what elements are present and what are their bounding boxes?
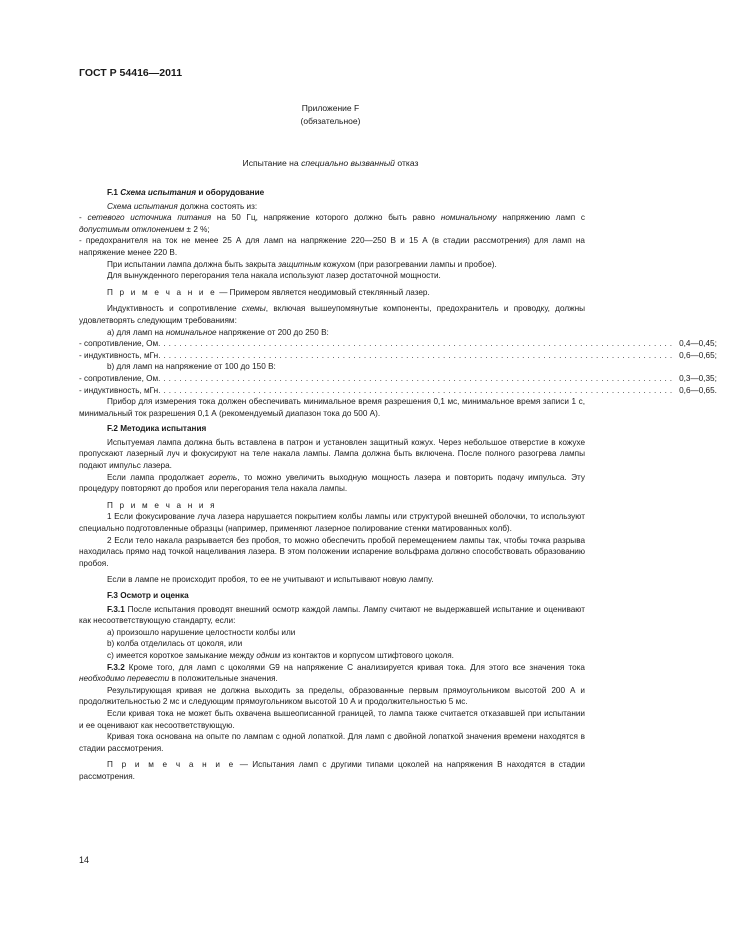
appendix-title: Приложение F (301, 103, 360, 113)
section-title: Испытание на специально вызванный отказ (242, 158, 419, 168)
section-f3-heading: F.3 Осмотр и оценка (107, 591, 189, 600)
paragraph: Если кривая тока не может быть охвачена вышеописанной границей, то лампа также считается отказавшей при испытании и ее оценивают как несоответствующую. (79, 708, 585, 730)
paragraph: Индуктивность и сопротивление схемы, включая вышеупомянутые компоненты, предохранитель и проводку, должны удовлетворять следующим требованиям: (79, 304, 585, 325)
paragraph: Кривая тока основана на опыте по лампам с одной лопаткой. Для ламп с двойной лопаткой значения времени находятся в стадии рассмотрения. (79, 732, 585, 753)
note: 2 Если тело накала разрывается без пробоя, то можно обеспечить пробой перемещением лампы так, чтобы точка разрыва находилась прямо над точкой нацеливания лазера. В этом положении испарение вольфрама должно способствовать образованию пробоя. (79, 535, 585, 568)
paragraph: Испытуемая лампа должна быть вставлена в патрон и установлен защитный кожух. Через небольшое отверстие в кожухе пропускают лазерный луч и фокусируют на теле накала лампы. Лампа должна быть включена. После полного разогрева лампы подают импульс лазера. (79, 437, 585, 471)
spec-row: - индуктивность, мГн .................................................................................................. 0,6—0,65; (79, 350, 717, 360)
paragraph: При испытании лампа должна быть закрыта защитным кожухом (при разогревании лампы и пробое). (107, 259, 497, 269)
note: 1 Если фокусирование луча лазера нарушается покрытием колбы лампы или структурой внешней оболочки, то используют специально подготовленные образцы (например, применяют лазерное полирование стенки матированных колб). (79, 512, 585, 534)
paragraph: F.3.1 После испытания проводят внешний осмотр каждой лампы. Лампу считают не выдержавшей испытание и оценивают как несоответствующую стандарту, если: (79, 604, 585, 626)
paragraph: Результирующая кривая не должна выходить за пределы, образованные первым прямоугольником высотой 200 А и продолжительностью 2 мс и следующим прямоугольником высотой 10 А и продолжительностью 5 мс. (79, 685, 585, 707)
page-number: 14 (79, 855, 90, 865)
paragraph: Прибор для измерения тока должен обеспечивать минимальное время разрешения 0,1 мс, минимальное время записи 1 с, минимальный ток разрешения 0,1 А (рекомендуемый диапазон тока до 500 А). (79, 397, 585, 418)
paragraph: Если в лампе не происходит пробоя, то ее не учитывают и испытывают новую лампу. (107, 575, 434, 585)
spec-row: - сопротивление, Ом .................................................................................................. 0,4—0,45; (79, 339, 717, 349)
list-item: c) имеется короткое замыкание между одним из контактов и корпусом штифтового цоколя. (107, 650, 454, 660)
paragraph: F.3.2 Кроме того, для ламп с цоколями G9 на напряжение С анализируется кривая тока. Для этого все значения тока необходимо перевести в положительные значения. (79, 662, 585, 684)
notes-label: П р и м е ч а н и я (107, 500, 217, 510)
paragraph: Если лампа продолжает гореть, то можно увеличить выходную мощность лазера и повторить подачу импульса. Эту процедуру повторяют до пробоя или перегорания тела накала лампы. (79, 472, 585, 494)
spec-row: - индуктивность, мГн .................................................................................................. 0,6—0,65. (79, 385, 717, 395)
section-f2-heading: F.2 Методика испытания (107, 424, 207, 434)
list-item: b) для ламп на напряжение от 100 до 150 В: (107, 362, 276, 372)
standard-header: ГОСТ Р 54416—2011 (79, 67, 183, 79)
appendix-subtitle: (обязательное) (300, 116, 361, 126)
list-item: a) для ламп на номинальное напряжение от 200 до 250 В: (107, 327, 329, 337)
paragraph: Для вынужденного перегорания тела накала используют лазер достаточной мощности. (107, 271, 441, 281)
paragraph: Схема испытания должна состоять из: (107, 201, 258, 211)
note: П р и м е ч а н и е — Примером является неодимовый стеклянный лазер. (107, 287, 430, 297)
appendix-body (79, 183, 717, 783)
section-f1-heading: F.1 Схема испытания и оборудование (107, 188, 265, 197)
list-item: - предохранителя на ток не менее 25 А для ламп на напряжение 220—250 В и 15 А (в стадии рассмотрения) для ламп на напряжение менее 220 В. (79, 236, 585, 257)
spec-row: - сопротивление, Ом .................................................................................................. 0,3—0,35; (79, 373, 717, 383)
list-item: - сетевого источника питания на 50 Гц, напряжение которого должно быть равно номинальному напряжению ламп с допустимым отклонением ± 2 %; (79, 213, 585, 234)
list-item: b) колба отделилась от цоколя, или (107, 639, 243, 649)
list-item: a) произошло нарушение целостности колбы или (107, 627, 296, 637)
note: П р и м е ч а н и е — Испытания ламп с другими типами цоколей на напряжения В находятся в стадии рассмотрения. (79, 760, 585, 781)
